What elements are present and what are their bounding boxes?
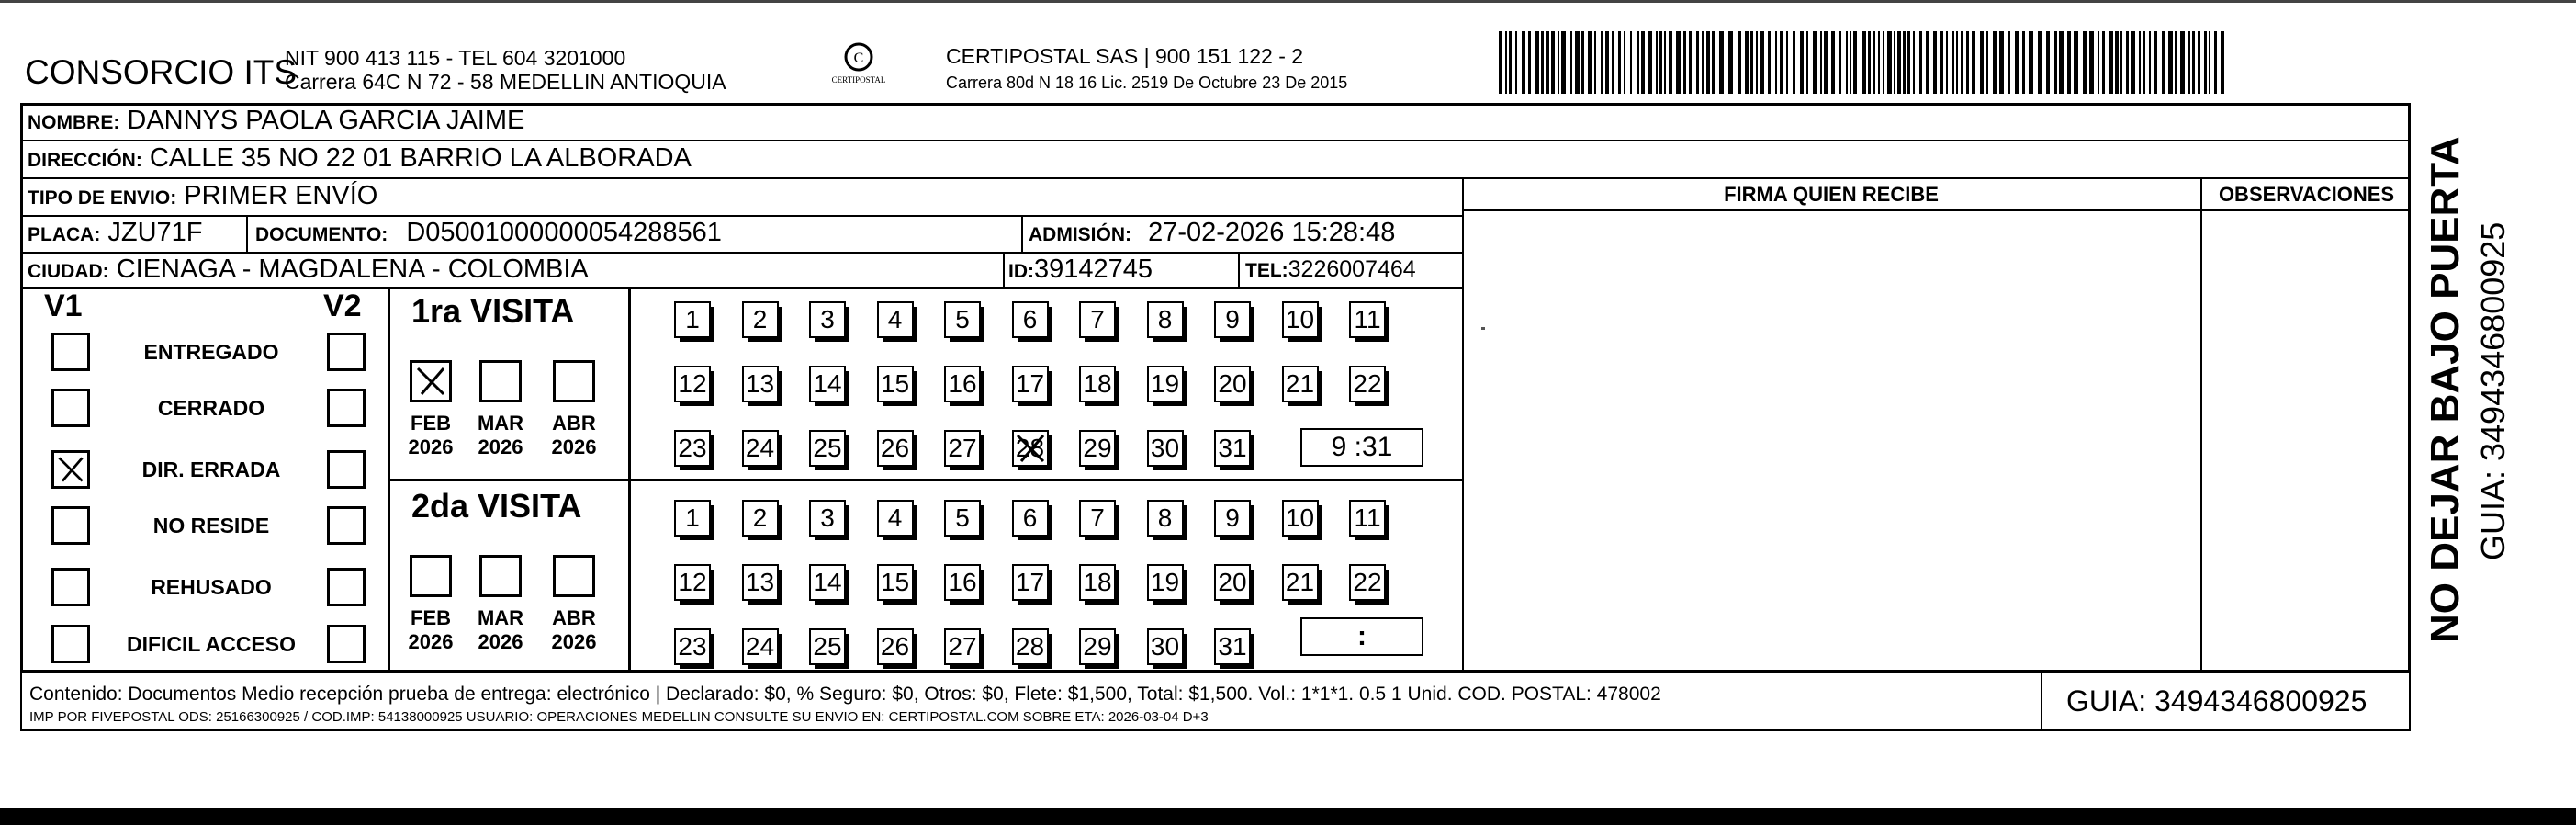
barcode-bar <box>1846 31 1848 94</box>
month-name: FEB <box>411 606 451 629</box>
day-box[interactable]: 11 <box>1349 301 1386 338</box>
month-year: 2026 <box>551 630 597 653</box>
barcode-bar <box>1728 31 1733 94</box>
cell-divider <box>1021 215 1023 252</box>
month-name: MAR <box>477 412 524 435</box>
barcode-bar <box>1820 31 1822 94</box>
barcode-bar <box>1800 31 1804 94</box>
admision-label: ADMISIÓN: <box>1029 224 1131 245</box>
barcode-bar <box>2162 31 2165 94</box>
day-box[interactable]: 12 <box>674 564 711 601</box>
status-label: CERRADO <box>157 396 265 420</box>
v2-checkbox[interactable] <box>327 333 366 371</box>
barcode-bar <box>2139 31 2141 94</box>
v2-checkbox[interactable] <box>327 450 366 489</box>
first-visit-time[interactable]: 9 :31 <box>1300 428 1423 467</box>
day-box[interactable]: 22 <box>1349 366 1386 402</box>
barcode-bar <box>1813 31 1817 94</box>
barcode-bar <box>1952 31 1954 94</box>
day-box[interactable]: 9 <box>1214 500 1251 537</box>
barcode-bar <box>1933 31 1937 94</box>
barcode-bar <box>1894 31 1895 94</box>
barcode-bar <box>1760 31 1764 94</box>
day-box[interactable]: 21 <box>1282 366 1319 402</box>
barcode-bar <box>2038 31 2042 94</box>
barcode-bar <box>1738 31 1741 94</box>
barcode-bar <box>1683 31 1686 94</box>
day-box[interactable]: 28 <box>1012 628 1049 665</box>
barcode-bar <box>1588 31 1592 94</box>
barcode-bar <box>1541 31 1544 94</box>
v1-checkbox-checked[interactable] <box>51 450 90 489</box>
day-box[interactable]: 16 <box>944 366 981 402</box>
id-label: ID: <box>1008 261 1034 282</box>
contenido-text: Contenido: Documentos Medio recepción prueba de entrega: electrónico | Declarado: $0, % Seguro: $0, Otros: $0, Flete: $1,500, Total: $1,500. Vol.: 1*1*1. 0.5 1 Unid. COD. POSTAL: 478002 <box>29 684 1661 705</box>
barcode-bar <box>1873 31 1875 94</box>
day-box[interactable]: 18 <box>1079 564 1116 601</box>
status-label: REHUSADO <box>151 575 272 599</box>
day-box[interactable]: 26 <box>877 430 914 467</box>
barcode-bar <box>1780 31 1783 94</box>
barcode-bar <box>1831 31 1835 94</box>
month-year: 2026 <box>478 435 523 458</box>
barcode-bar <box>1669 31 1672 94</box>
side-guia: GUIA: 3494346800925 <box>2474 221 2512 560</box>
barcode-bar <box>1551 31 1555 94</box>
barcode-bar <box>1868 31 1871 94</box>
barcode-bar <box>1664 31 1666 94</box>
barcode-bar <box>1528 31 1531 94</box>
id-value: 39142745 <box>1034 254 1153 284</box>
certipostal-logo <box>822 40 895 96</box>
v1-checkbox[interactable] <box>51 389 90 427</box>
barcode-bar <box>1926 31 1929 94</box>
day-box[interactable]: 21 <box>1282 564 1319 601</box>
barcode-bar <box>2175 31 2177 94</box>
barcode-bar <box>2067 31 2071 94</box>
barcode-bar <box>1676 31 1681 94</box>
barcode-bar <box>2098 31 2099 94</box>
day-box[interactable]: 27 <box>944 628 981 665</box>
second-visit-title: 2da VISITA <box>411 487 582 525</box>
day-box[interactable]: 16 <box>944 564 981 601</box>
company-name: CONSORCIO ITS <box>25 53 298 91</box>
barcode-bar <box>2074 31 2078 94</box>
day-box[interactable]: 23 <box>674 628 711 665</box>
day-box[interactable]: 11 <box>1349 500 1386 537</box>
barcode-bar <box>1940 31 1943 94</box>
day-box[interactable]: 20 <box>1214 366 1251 402</box>
barcode-bar <box>1702 31 1704 94</box>
barcode-bar <box>1612 31 1614 94</box>
day-box[interactable]: 9 <box>1214 301 1251 338</box>
barcode-bar <box>2008 31 2010 94</box>
barcode-bar <box>2029 31 2033 94</box>
id-row <box>1008 254 1153 285</box>
v2-checkbox[interactable] <box>327 625 366 663</box>
barcode-bar <box>1601 31 1603 94</box>
day-box[interactable]: 4 <box>877 500 914 537</box>
placa-label: PLACA: <box>28 224 101 245</box>
nombre-label: NOMBRE: <box>28 112 120 133</box>
barcode-bar <box>1575 31 1580 94</box>
header-line <box>1462 209 2411 211</box>
row-line <box>20 215 1462 217</box>
v1-checkbox[interactable] <box>51 506 90 545</box>
day-box[interactable]: 22 <box>1349 564 1386 601</box>
barcode-bar <box>1656 31 1658 94</box>
observaciones-header: OBSERVACIONES <box>2218 183 2395 206</box>
row-line <box>20 177 2411 179</box>
barcode-bar <box>1961 31 1963 94</box>
no-dejar-text: NO DEJAR BAJO PUERTA <box>2423 136 2468 643</box>
day-box[interactable]: 19 <box>1147 564 1184 601</box>
barcode-bar <box>2022 31 2025 94</box>
placa-value: JZU71F <box>107 218 203 247</box>
barcode-bar <box>2209 31 2210 94</box>
ciudad-value: CIENAGA - MAGDALENA - COLOMBIA <box>116 254 589 284</box>
barcode-bar <box>2204 31 2207 94</box>
day-box[interactable]: 17 <box>1012 564 1049 601</box>
day-box[interactable]: 7 <box>1079 500 1116 537</box>
visit-separator <box>389 479 1462 481</box>
day-box[interactable]: 26 <box>877 628 914 665</box>
day-box[interactable]: 14 <box>809 564 846 601</box>
license-info: Carrera 80d N 18 16 Lic. 2519 De Octubre 23 De 2015 <box>946 73 1348 92</box>
barcode-bar <box>2168 31 2173 94</box>
day-box[interactable]: 6 <box>1012 500 1049 537</box>
obs-divider <box>2200 177 2202 672</box>
day-box[interactable]: 13 <box>742 564 779 601</box>
barcode-bar <box>1862 31 1866 94</box>
day-box[interactable]: 5 <box>944 301 981 338</box>
barcode-bar <box>1903 31 1906 94</box>
imp-text: IMP POR FIVEPOSTAL ODS: 25166300925 / COD.IMP: 54138000925 USUARIO: OPERACIONES MEDELLIN CONSULTE SU ENVIO EN: CERTIPOSTAL.COM SOBRE ETA: 2026-03-04 D+3 <box>29 709 1209 725</box>
documento-value: D05001000000054288561 <box>406 218 722 247</box>
barcode-bar <box>1505 31 1507 94</box>
day-box[interactable]: 14 <box>809 366 846 402</box>
direccion-value: CALLE 35 NO 22 01 BARRIO LA ALBORADA <box>149 143 692 173</box>
barcode-bar <box>1768 31 1771 94</box>
tel-row <box>1245 256 1416 283</box>
barcode-bar <box>1570 31 1572 94</box>
day-box[interactable]: 31 <box>1214 628 1251 665</box>
direccion-row <box>28 143 692 174</box>
nombre-value: DANNYS PAOLA GARCIA JAIME <box>127 106 525 135</box>
day-box[interactable]: 29 <box>1079 628 1116 665</box>
footer-guia: GUIA: 3494346800925 <box>2066 684 2368 718</box>
day-box[interactable]: 28 <box>1012 430 1049 467</box>
barcode-bar <box>1853 31 1857 94</box>
day-box[interactable]: 24 <box>742 430 779 467</box>
day-box[interactable]: 3 <box>809 301 846 338</box>
firma-header: FIRMA QUIEN RECIBE <box>1724 183 1939 206</box>
row-line <box>20 252 1462 254</box>
day-box[interactable]: 2 <box>742 500 779 537</box>
tipo-label: TIPO DE ENVIO: <box>28 187 177 209</box>
barcode-bar <box>2059 31 2064 94</box>
day-box[interactable]: 19 <box>1147 366 1184 402</box>
barcode-bar <box>1980 31 1984 94</box>
month-name: FEB <box>411 412 451 435</box>
day-box[interactable]: 6 <box>1012 301 1049 338</box>
admision-row <box>1029 218 1395 248</box>
company-address: Carrera 64C N 72 - 58 MEDELLIN ANTIOQUIA <box>285 70 726 94</box>
barcode-bar <box>1561 31 1566 94</box>
barcode-bar <box>2221 31 2224 94</box>
barcode-bar <box>1696 31 1699 94</box>
barcode <box>1499 31 2224 94</box>
v2-checkbox[interactable] <box>327 506 366 545</box>
month-checkbox[interactable] <box>479 360 522 402</box>
v2-label: V2 <box>323 288 362 323</box>
row-line <box>20 287 1462 289</box>
ciudad-row <box>28 254 589 285</box>
ciudad-label: CIUDAD: <box>28 261 109 282</box>
barcode-bar <box>2120 31 2122 94</box>
barcode-bar <box>1756 31 1758 94</box>
barcode-bar <box>1850 31 1851 94</box>
barcode-bar <box>1993 31 1997 94</box>
barcode-bar <box>2154 31 2157 94</box>
barcode-bar <box>2180 31 2185 94</box>
day-box[interactable]: 15 <box>877 564 914 601</box>
tel-value: 3226007464 <box>1288 256 1416 282</box>
barcode-bar <box>2188 31 2190 94</box>
barcode-bar <box>1689 31 1692 94</box>
barcode-bar <box>1659 31 1662 94</box>
barcode-bar <box>1594 31 1596 94</box>
day-box[interactable]: 15 <box>877 366 914 402</box>
documento-label: DOCUMENTO: <box>255 224 388 245</box>
month-name: MAR <box>477 606 524 629</box>
day-box[interactable]: 10 <box>1282 301 1319 338</box>
day-box[interactable]: 1 <box>674 301 711 338</box>
barcode-bar <box>1986 31 1988 94</box>
barcode-bar <box>1719 31 1724 94</box>
day-box[interactable]: 8 <box>1147 301 1184 338</box>
day-box[interactable]: 25 <box>809 628 846 665</box>
month-name: ABR <box>552 606 596 629</box>
day-box[interactable]: 1 <box>674 500 711 537</box>
second-visit-time[interactable]: : <box>1300 617 1423 656</box>
barcode-bar <box>1618 31 1621 94</box>
barcode-bar <box>1630 31 1632 94</box>
barcode-bar <box>1972 31 1975 94</box>
month-checkbox[interactable] <box>553 555 595 597</box>
day-box[interactable]: 4 <box>877 301 914 338</box>
barcode-bar <box>1558 31 1559 94</box>
barcode-bar <box>2126 31 2129 94</box>
status-label: ENTREGADO <box>143 340 279 364</box>
barcode-bar <box>1515 31 1517 94</box>
bottom-bar <box>0 808 2576 825</box>
day-box[interactable]: 2 <box>742 301 779 338</box>
direccion-label: DIRECCIÓN: <box>28 150 142 171</box>
barcode-bar <box>1712 31 1715 94</box>
barcode-bar <box>1745 31 1749 94</box>
barcode-bar <box>2102 31 2105 94</box>
day-box[interactable]: 20 <box>1214 564 1251 601</box>
nit-tel: NIT 900 413 115 - TEL 604 3201000 <box>285 46 626 70</box>
v2-checkbox[interactable] <box>327 389 366 427</box>
day-box[interactable]: 7 <box>1079 301 1116 338</box>
day-box[interactable]: 24 <box>742 628 779 665</box>
month-checkbox-checked[interactable] <box>410 360 452 402</box>
barcode-bar <box>1786 31 1788 94</box>
day-box[interactable]: 12 <box>674 366 711 402</box>
placa-row <box>28 218 203 248</box>
barcode-bar <box>2198 31 2200 94</box>
barcode-bar <box>1535 31 1539 94</box>
day-box[interactable]: 10 <box>1282 500 1319 537</box>
day-box[interactable]: 8 <box>1147 500 1184 537</box>
barcode-bar <box>1637 31 1639 94</box>
day-box[interactable]: 29 <box>1079 430 1116 467</box>
barcode-bar <box>1824 31 1828 94</box>
tipo-row <box>28 181 377 211</box>
month-year: 2026 <box>478 630 523 653</box>
month-year: 2026 <box>408 435 454 458</box>
barcode-bar <box>1648 31 1652 94</box>
day-box[interactable]: 30 <box>1147 628 1184 665</box>
barcode-bar <box>1793 31 1795 94</box>
documento-row <box>255 218 722 248</box>
day-box[interactable]: 23 <box>674 430 711 467</box>
barcode-bar <box>2089 31 2094 94</box>
tel-label: TEL: <box>1245 260 1288 281</box>
barcode-bar <box>1641 31 1645 94</box>
barcode-bar <box>1999 31 2004 94</box>
barcode-bar <box>2054 31 2057 94</box>
barcode-bar <box>1605 31 1609 94</box>
barcode-bar <box>2115 31 2119 94</box>
status-label: DIR. ERRADA <box>141 458 281 481</box>
row-line <box>20 140 2411 141</box>
barcode-bar <box>1913 31 1915 94</box>
v1-checkbox[interactable] <box>51 333 90 371</box>
nombre-row <box>28 106 524 136</box>
day-box[interactable]: 30 <box>1147 430 1184 467</box>
barcode-bar <box>2046 31 2050 94</box>
month-checkbox[interactable] <box>553 360 595 402</box>
barcode-bar <box>1878 31 1880 94</box>
barcode-bar <box>2149 31 2151 94</box>
barcode-bar <box>1946 31 1948 94</box>
v1-checkbox[interactable] <box>51 625 90 663</box>
barcode-bar <box>2214 31 2217 94</box>
v2-checkbox[interactable] <box>327 568 366 606</box>
day-box[interactable]: 25 <box>809 430 846 467</box>
status-label: NO RESIDE <box>152 514 270 537</box>
certipostal-info: CERTIPOSTAL SAS | 900 151 122 - 2 <box>946 44 1304 68</box>
barcode-bar <box>1750 31 1753 94</box>
month-year: 2026 <box>408 630 454 653</box>
barcode-bar <box>2192 31 2195 94</box>
tipo-value: PRIMER ENVÍO <box>184 181 378 210</box>
barcode-bar <box>1624 31 1625 94</box>
barcode-bar <box>1883 31 1884 94</box>
barcode-bar <box>1706 31 1710 94</box>
month-checkbox[interactable] <box>410 555 452 597</box>
barcode-bar <box>2143 31 2145 94</box>
status-label: DIFICIL ACCESO <box>126 632 296 656</box>
barcode-bar <box>1887 31 1892 94</box>
month-year: 2026 <box>551 435 597 458</box>
v1-checkbox[interactable] <box>51 568 90 606</box>
day-box[interactable]: 13 <box>742 366 779 402</box>
barcode-bar <box>2109 31 2113 94</box>
cell-divider <box>1003 252 1005 288</box>
barcode-bar <box>1499 31 1502 94</box>
admision-value: 27-02-2026 15:28:48 <box>1148 218 1396 247</box>
barcode-bar <box>1775 31 1777 94</box>
barcode-bar <box>1839 31 1841 94</box>
cell-divider <box>246 215 248 252</box>
day-box[interactable]: 18 <box>1079 366 1116 402</box>
barcode-bar <box>2131 31 2135 94</box>
signature-mark <box>1481 327 1485 330</box>
day-box[interactable]: 31 <box>1214 430 1251 467</box>
barcode-bar <box>1919 31 1922 94</box>
barcode-bar <box>1522 31 1525 94</box>
barcode-bar <box>2083 31 2087 94</box>
barcode-bar <box>2015 31 2019 94</box>
first-visit-title: 1ra VISITA <box>411 292 575 330</box>
barcode-bar <box>1966 31 1969 94</box>
barcode-bar <box>1956 31 1958 94</box>
barcode-bar <box>1907 31 1910 94</box>
day-box[interactable]: 27 <box>944 430 981 467</box>
month-checkbox[interactable] <box>479 555 522 597</box>
barcode-bar <box>1897 31 1901 94</box>
firma-divider <box>1462 177 1464 672</box>
barcode-bar <box>1509 31 1512 94</box>
cell-divider <box>1238 252 1240 288</box>
barcode-bar <box>1581 31 1584 94</box>
top-rule <box>0 0 2576 3</box>
v1-label: V1 <box>44 288 83 323</box>
logo-label: CERTIPOSTAL <box>831 75 886 85</box>
svg-text:C: C <box>853 51 864 66</box>
day-box[interactable]: 5 <box>944 500 981 537</box>
month-name: ABR <box>552 412 596 435</box>
day-box[interactable]: 17 <box>1012 366 1049 402</box>
barcode-bar <box>1806 31 1808 94</box>
barcode-bar <box>1546 31 1549 94</box>
day-box[interactable]: 3 <box>809 500 846 537</box>
